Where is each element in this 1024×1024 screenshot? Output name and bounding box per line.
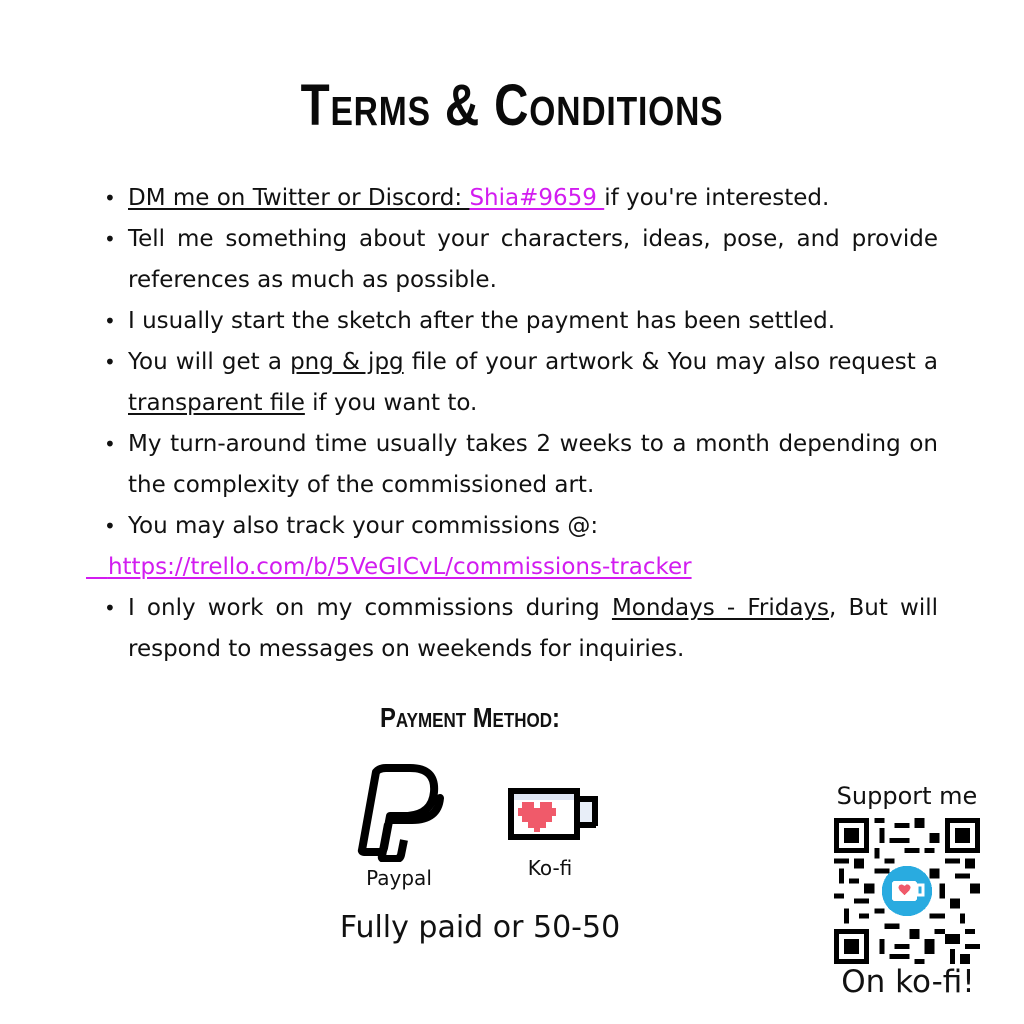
paypal-label: Paypal	[366, 866, 432, 890]
term-text: I usually start the sketch after the payment has been settled.	[128, 308, 836, 334]
transparent-file-text: transparent file	[128, 390, 305, 416]
term-item	[128, 301, 938, 342]
discord-handle-link[interactable]: Shia#9659	[469, 185, 605, 211]
term-text: You may also track your commissions @:	[128, 513, 599, 539]
term-text: if you're interested.	[604, 185, 830, 211]
file-format-text: png & jpg	[290, 349, 404, 375]
trello-tracker-link[interactable]	[86, 547, 896, 588]
trello-url[interactable]: https://trello.com/b/5VeGICvL/commissions-tracker	[107, 554, 692, 580]
term-text: file of your artwork & You may also request a	[403, 349, 938, 375]
support-heading: Support me	[836, 782, 978, 810]
term-item	[128, 506, 938, 547]
page-title: Terms & Conditions	[300, 73, 724, 138]
kofi-cup-icon	[504, 784, 602, 844]
term-text: Tell me something about your characters, ideas, pose, and provide references as much as possible.	[128, 226, 938, 293]
term-text: My turn-around time usually takes 2 weeks to a month depending on the complexity of the commissioned art.	[128, 431, 938, 498]
kofi-label: Ko-fi	[527, 856, 573, 880]
payment-note: Fully paid or 50-50	[339, 910, 621, 945]
term-item	[128, 219, 938, 301]
term-text: if you want to.	[304, 390, 478, 416]
term-item	[128, 342, 938, 424]
term-text: , But will respond to messages on weekends for inquiries.	[128, 595, 938, 662]
term-text: DM me on Twitter or Discord:	[128, 185, 470, 211]
term-text: I only work on my commissions during	[128, 595, 612, 621]
term-item	[128, 178, 938, 219]
kofi-qr-code[interactable]	[834, 818, 980, 964]
term-item	[128, 588, 938, 670]
support-footer: On ko-fi!	[841, 964, 975, 1000]
payment-method-title: Payment Method:	[380, 702, 560, 733]
term-item	[128, 424, 938, 506]
paypal-icon	[352, 764, 444, 862]
terms-list	[107, 178, 938, 670]
term-text: You will get a	[128, 349, 291, 375]
work-days-text: Mondays - Fridays	[611, 595, 830, 621]
